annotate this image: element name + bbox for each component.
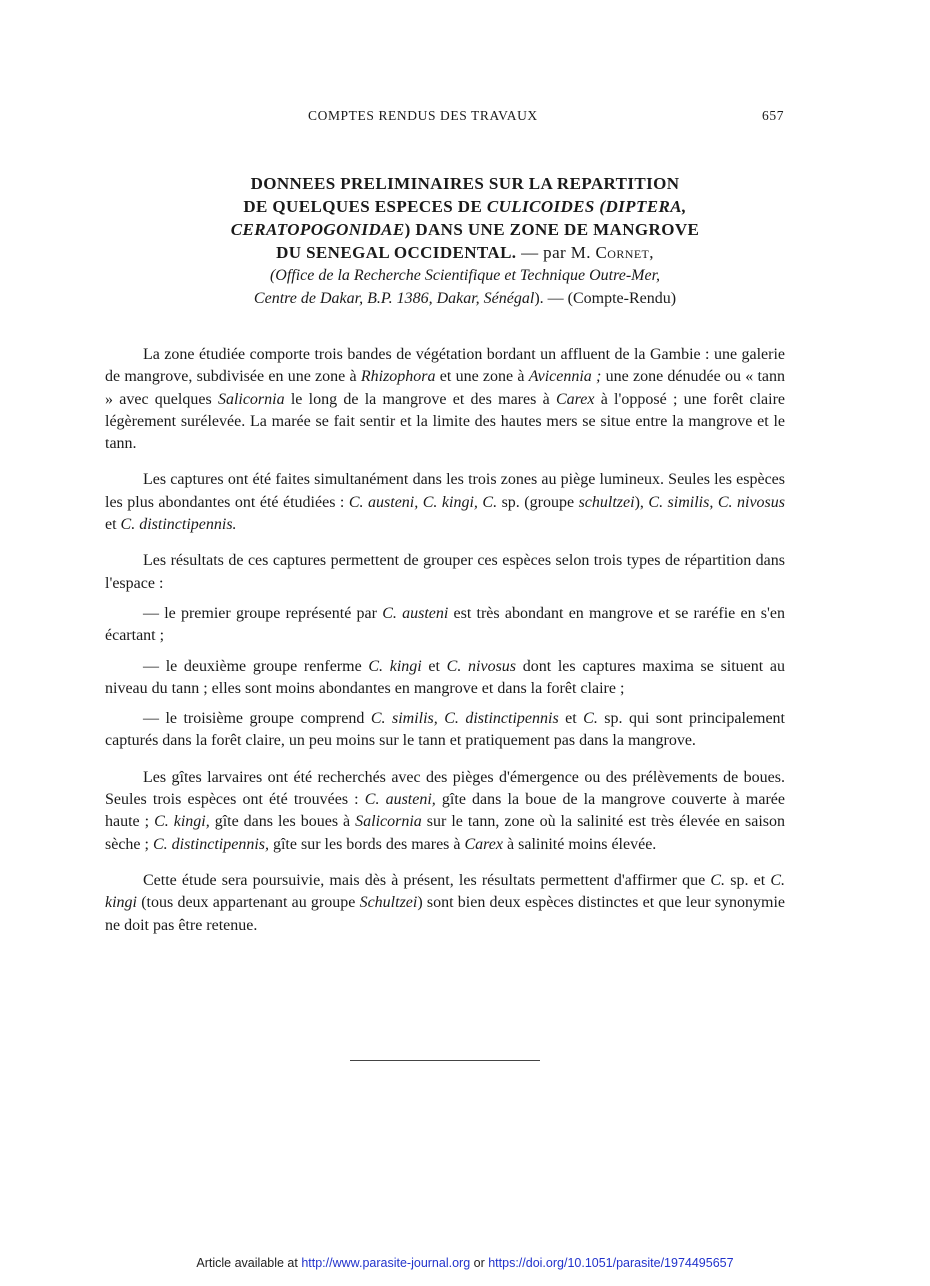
text: sp. (groupe [497, 493, 579, 511]
species-name: C. kingi [105, 871, 785, 912]
text: Les résultats de ces captures permettent de grouper ces espèces selon trois types de répartition dans l'espace : [105, 552, 785, 592]
journal-link[interactable]: http://www.parasite-journal.org [301, 1256, 471, 1270]
text: Les captures ont été faites simultanément dans les trois zones au piège lumineux. Seules les espèces les plus abondantes ont été étudiées : [105, 471, 785, 511]
text: gîte dans la boue de la mangrove couverte à marée haute ; [105, 791, 785, 831]
species-name: Schultzei [359, 894, 418, 912]
text: (tous deux appartenant au groupe [137, 894, 360, 912]
text: et [558, 710, 584, 728]
text: le long de la mangrove et des mares à [284, 390, 556, 408]
article-title-block [140, 172, 790, 310]
species-name: Rhizophora [360, 368, 436, 386]
text: ) sont bien deux espèces distinctes et que leur synonymie ne doit pas être retenue. [105, 894, 785, 934]
text: gîte dans les boues à [209, 813, 356, 831]
species-name: schultzei [578, 493, 635, 511]
text: — le deuxième groupe renferme [143, 657, 369, 675]
affiliation-text: Centre de Dakar, B.P. 1386, Dakar, Sénégal [253, 290, 535, 307]
text: et [421, 657, 447, 675]
family-name: CERATOPOGONIDAE [230, 220, 405, 239]
species-name: C. [583, 710, 598, 728]
title-line-1 [140, 172, 790, 195]
doi-link[interactable]: https://doi.org/10.1051/parasite/1974495657 [488, 1256, 734, 1270]
footer-prefix: Article available at [196, 1256, 302, 1270]
article-body [105, 344, 785, 937]
title-text: DE QUELQUES ESPECES DE [243, 197, 487, 216]
affiliation-line-1 [140, 264, 790, 287]
species-name: C. distinctipennis, [152, 835, 269, 853]
title-line-2 [140, 195, 790, 218]
paragraph-3 [105, 550, 785, 595]
paragraph-4 [105, 603, 785, 648]
species-name: Avicennia ; [528, 368, 602, 386]
species-name: Carex [464, 835, 504, 853]
text: sp. qui sont principalement capturés dans la forêt claire, un peu moins sur le tann et pratiquement pas dans la mangrove. [105, 710, 786, 750]
species-name: Salicornia [217, 390, 285, 408]
paragraph-1 [105, 344, 785, 455]
species-name: Carex [555, 390, 595, 408]
text: et [105, 516, 121, 534]
text: et une zone à [435, 368, 529, 386]
species-name: C. austeni, [364, 791, 436, 809]
title-text: DONNEES PRELIMINAIRES SUR LA REPARTITION [250, 174, 680, 193]
text: gîte sur les bords des mares à [268, 835, 465, 853]
title-text: DU SENEGAL OCCIDENTAL. [276, 243, 517, 262]
text: sp. et [725, 871, 771, 889]
paragraph-2 [105, 469, 785, 536]
text: ), [634, 493, 649, 511]
text: — le troisième groupe comprend [143, 710, 371, 728]
author-name: Cornet, [595, 243, 654, 262]
species-name: Salicornia [355, 813, 422, 831]
availability-footer [0, 1256, 930, 1270]
running-title: COMPTES RENDUS DES TRAVAUX [308, 108, 538, 123]
title-line-3 [140, 218, 790, 241]
text: une zone dénudée ou « tann » avec quelques [105, 368, 786, 408]
text: à salinité moins élevée. [503, 835, 657, 853]
species-name: C. similis, C. distinctipennis [370, 710, 559, 728]
paragraph-8 [105, 870, 785, 937]
species-name: C. kingi, [154, 813, 210, 831]
text: est très abondant en mangrove et se raréfie en s'en écartant ; [105, 604, 786, 645]
text: sur le tann, zone où la salinité est très élevée en saison sèche ; [105, 813, 786, 853]
end-of-article-rule [350, 1060, 540, 1061]
species-name: C. similis, C. nivosus [648, 493, 786, 511]
text: Les gîtes larvaires ont été recherchés avec des pièges d'émergence ou des prélèvements de boues. Seules trois espèces ont été trouvées : [105, 768, 785, 809]
title-text: ) DANS UNE ZONE DE MANGROVE [404, 220, 700, 239]
paragraph-5 [105, 656, 785, 701]
affiliation-suffix: ). — (Compte-Rendu) [534, 290, 677, 307]
page-number: 657 [762, 108, 785, 123]
title-line-4 [140, 241, 790, 264]
text: Cette étude sera poursuivie, mais dès à présent, les résultats permettent d'affirmer que [143, 871, 711, 889]
footer-middle: or [470, 1256, 489, 1270]
paragraph-6 [105, 708, 785, 753]
genus-name: CULICOIDES (DIPTERA, [486, 197, 687, 216]
text: — le premier groupe représenté par [143, 604, 383, 622]
species-name: C. distinctipennis. [120, 516, 237, 534]
species-name: C. kingi [368, 657, 422, 675]
species-name: C. austeni [382, 604, 449, 622]
paragraph-7 [105, 767, 785, 856]
species-name: C. nivosus [446, 657, 517, 675]
byline: — par M. [516, 243, 596, 262]
affiliation-line-2 [140, 287, 790, 310]
text: à l'opposé ; une forêt claire légèrement surélevée. La marée se fait sentir et la limite des hautes mers se situe entre la mangrove et le tann. [105, 390, 785, 453]
text: dont les captures maxima se situent au niveau du tann ; elles sont moins abondantes en mangrove et dans la forêt claire ; [105, 657, 786, 697]
species-name: C. [710, 871, 726, 889]
affiliation-text: (Office de la Recherche Scientifique et Technique Outre-Mer, [269, 267, 661, 284]
species-name: C. austeni, C. kingi, C. [348, 493, 498, 511]
text: La zone étudiée comporte trois bandes de végétation bordant un affluent de la Gambie : une galerie de mangrove, subdivisée en une zone à [105, 346, 785, 386]
